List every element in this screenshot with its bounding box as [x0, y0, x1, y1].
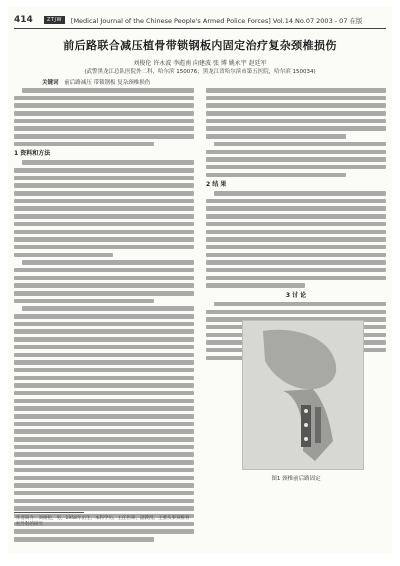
page-number: 414 — [14, 15, 33, 25]
footnote-rule — [14, 512, 84, 513]
section-heading-materials: 1 资料和方法 — [14, 150, 51, 158]
section-heading-discussion: 3 讨 论 — [285, 291, 307, 299]
journal-badge: ZTJW — [44, 16, 65, 24]
keywords — [42, 78, 150, 86]
left-column — [14, 88, 194, 545]
xray-figure — [242, 320, 364, 470]
journal-page — [8, 6, 392, 554]
keywords-label: 关键词 — [42, 80, 59, 86]
author-footnote: 作者简介：刘俊伦，男，1958年出生，本科学历，主任医师，副教授。主要从事颈椎脊柱外科的研究 — [16, 516, 190, 527]
xray-image — [243, 321, 363, 469]
article-authors: 刘俊伦 许永波 李彪南 向建波 张 博 姚永宇 赵廷军 — [133, 60, 267, 67]
page-header — [14, 14, 386, 26]
figure-caption: 图1 颈椎前后路固定 — [271, 476, 321, 482]
article-title: 前后路联合减压植骨带锁钢板内固定治疗复杂颈椎损伤 — [63, 39, 337, 52]
header-rule — [14, 28, 386, 29]
journal-name: [Medical Journal of the Chinese People's Armed Police Forces] Vol.14 No.07 2003 - 07 在版 — [70, 16, 363, 25]
article-affiliation: (武警黑龙江总队医院外二科，哈尔滨 150076；黑龙江省哈尔滨市第五医院，哈尔滨 150034) — [84, 69, 316, 75]
keywords-text: 前后路减压 带锁钢板 复杂颈椎损伤 — [64, 80, 151, 86]
section-heading-results: 2 结 果 — [206, 181, 227, 189]
